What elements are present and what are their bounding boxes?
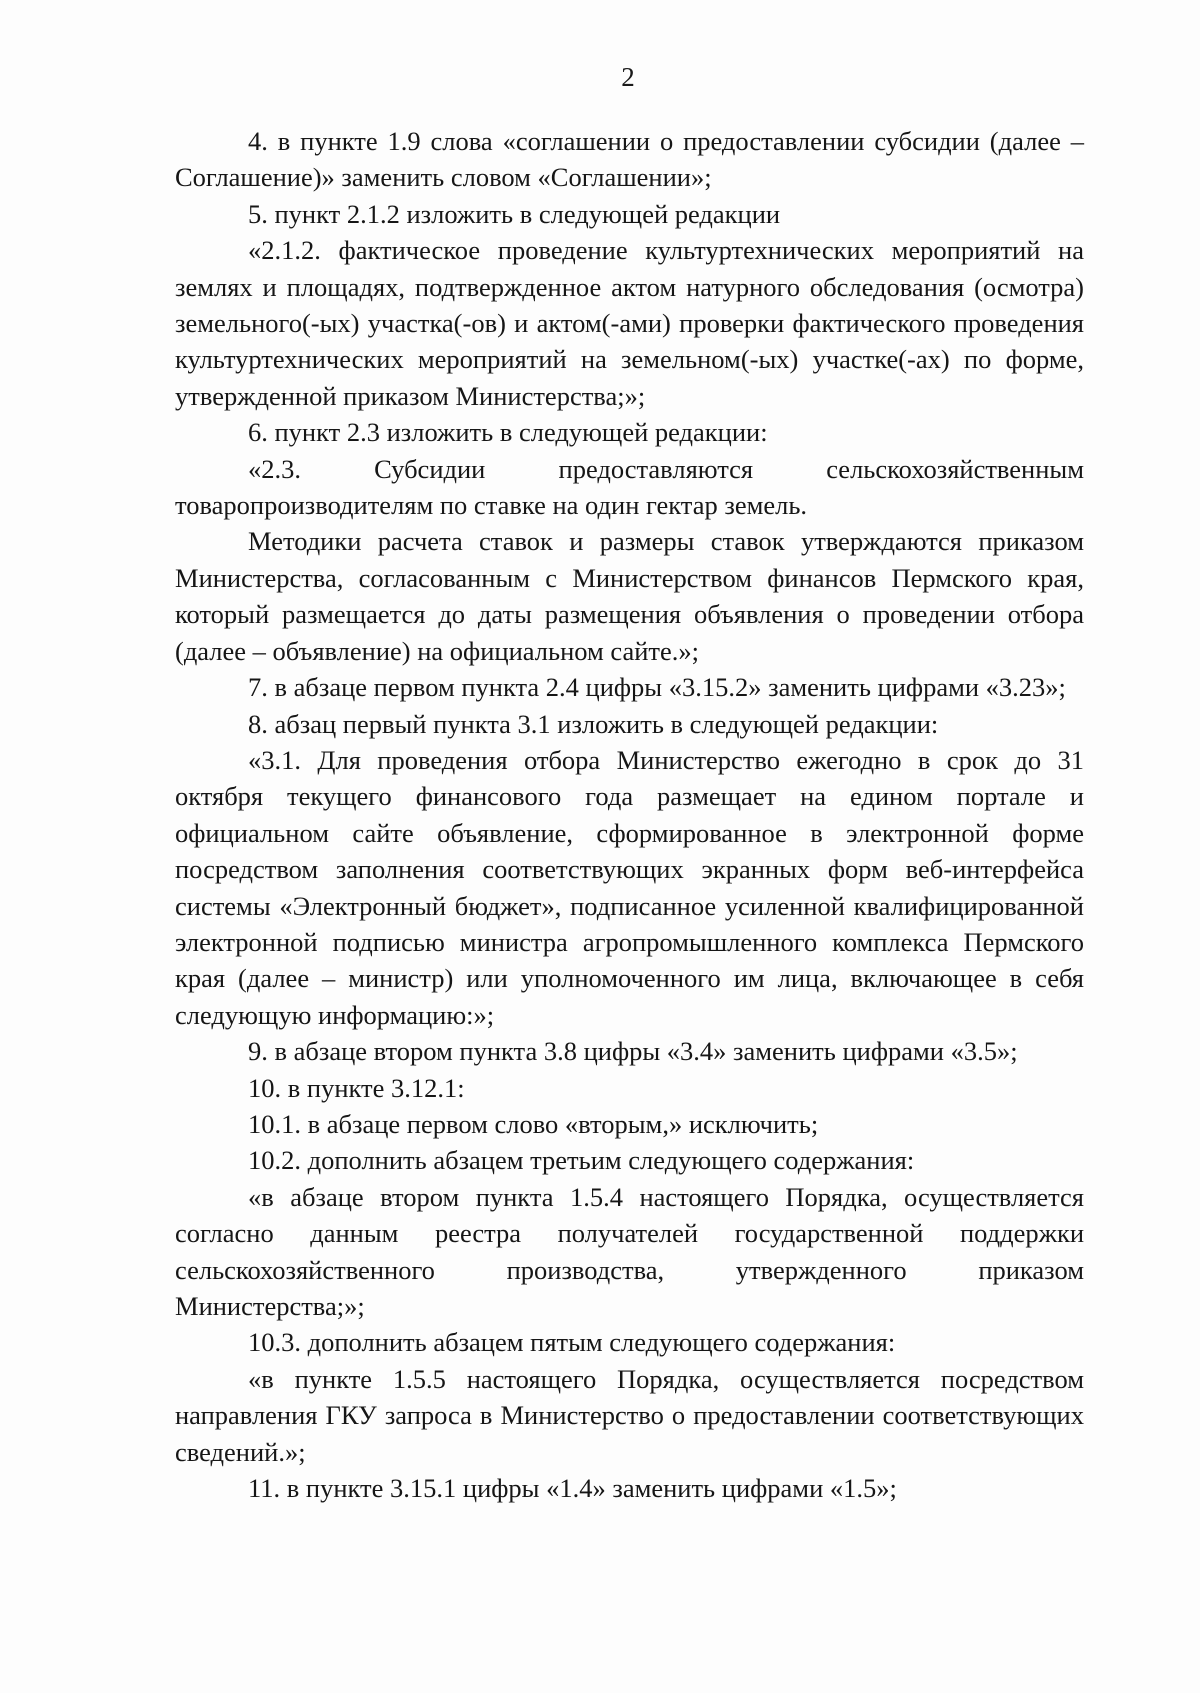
- paragraph: 6. пункт 2.3 изложить в следующей редакции:: [248, 417, 768, 448]
- paragraph: Методики расчета ставок и размеры ставок утверждаются приказом Министерства, согласованным с Министерством финансов Пермского края, который размещается до даты размещения объявления о проведении отбора (далее – объявление) на официальном сайте.»;: [175, 526, 1084, 666]
- paragraph: «2.1.2. фактическое проведение культуртехнических мероприятий на землях и площадях, подтвержденное актом натурного обследования (осмотра) земельного(-ых) участка(-ов) и актом(-ами) проверки фактического проведения культуртехнических мероприятий на земельном(-ых) участке(-ах) по форме, утвержденной приказом Министерства;»;: [175, 235, 1084, 411]
- paragraph: «3.1. Для проведения отбора Министерство ежегодно в срок до 31 октября текущего финансового года размещает на едином портале и официальном сайте объявление, сформированное в электронной форме посредством заполнения соответствующих экранных форм веб-интерфейса системы «Электронный бюджет», подписанное усиленной квалифицированной электронной подписью министра агропромышленного комплекса Пермского края (далее – министр) или уполномоченного им лица, включающее в себя следующую информацию:»;: [175, 744, 1084, 1030]
- paragraph: 9. в абзаце втором пункта 3.8 цифры «3.4» заменить цифрами «3.5»;: [248, 1036, 1018, 1067]
- paragraph: 7. в абзаце первом пункта 2.4 цифры «3.15.2» заменить цифрами «3.23»;: [248, 672, 1066, 703]
- paragraph: 4. в пункте 1.9 слова «соглашении о предоставлении субсидии (далее – Соглашение)» заменить словом «Соглашении»;: [175, 126, 1084, 193]
- paragraph: 8. абзац первый пункта 3.1 изложить в следующей редакции:: [248, 708, 939, 739]
- paragraph: 10.2. дополнить абзацем третьим следующего содержания:: [248, 1145, 915, 1176]
- paragraph: 10.3. дополнить абзацем пятым следующего содержания:: [248, 1327, 896, 1358]
- paragraph: 5. пункт 2.1.2 изложить в следующей редакции: [248, 198, 781, 229]
- document-body: [175, 123, 1084, 1506]
- paragraph: 11. в пункте 3.15.1 цифры «1.4» заменить цифрами «1.5»;: [248, 1473, 897, 1504]
- paragraph: «в пункте 1.5.5 настоящего Порядка, осуществляется посредством направления ГКУ запроса в Министерство о предоставлении соответствующих сведений.»;: [175, 1363, 1084, 1467]
- paragraph: «2.3. Субсидии предоставляются сельскохозяйственным товаропроизводителям по ставке на один гектар земель.: [175, 453, 1084, 521]
- paragraph: 10. в пункте 3.12.1:: [248, 1072, 465, 1103]
- paragraph: «в абзаце втором пункта 1.5.4 настоящего Порядка, осуществляется согласно данным реестра получателей государственной поддержки сельскохозяйственного производства, утвержденного приказом Министерства;»;: [175, 1181, 1084, 1321]
- page-number: 2: [621, 62, 635, 92]
- paragraph: 10.1. в абзаце первом слово «вторым,» исключить;: [248, 1108, 819, 1139]
